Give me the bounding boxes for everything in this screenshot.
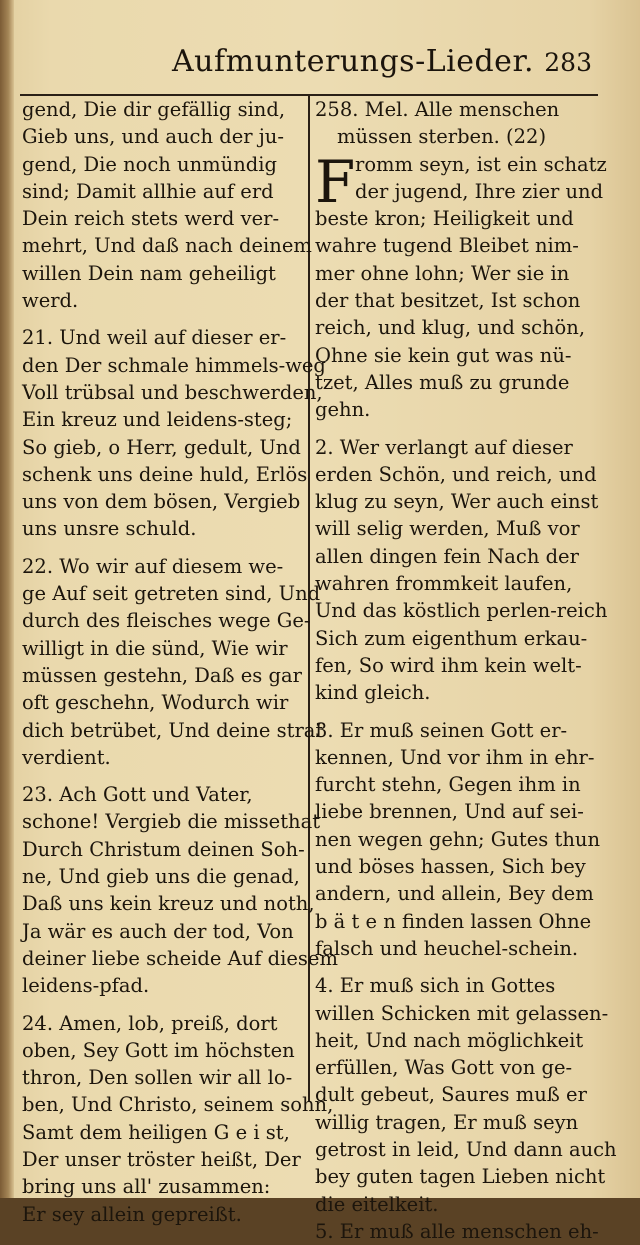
text-line: kennen, Und vor ihm in ehr- xyxy=(315,745,595,769)
text-line: kind gleich. xyxy=(315,681,431,705)
text-line: ne, Und gieb uns die genad, xyxy=(22,865,300,889)
text-line: gehn. xyxy=(315,398,371,422)
right-column xyxy=(315,96,617,1245)
text-line: Voll trübsal und beschwerden, xyxy=(22,380,323,404)
text-line: liebe brennen, Und auf sei- xyxy=(315,800,584,824)
running-header xyxy=(22,40,592,90)
text-line: gend, Die dir gefällig sind, xyxy=(22,98,286,121)
text-line: Er sey allein gepreißt. xyxy=(22,1202,242,1226)
text-line: bring uns all' zusammen: xyxy=(22,1175,271,1199)
text-line: 2. Wer verlangt auf dieser xyxy=(315,435,573,459)
text-line: mer ohne lohn; Wer sie in xyxy=(315,261,570,285)
text-line: Ohne sie kein gut was nü- xyxy=(315,343,572,367)
text-line: schone! Vergieb die missethat xyxy=(22,810,321,834)
drop-cap: F xyxy=(315,147,356,216)
text-line: Samt dem heiligen G e i st, xyxy=(22,1120,290,1144)
text-line: tzet, Alles muß zu grunde xyxy=(315,370,570,394)
text-line: reich, und klug, und schön, xyxy=(315,316,586,340)
text-line: nen wegen gehn; Gutes thun xyxy=(315,827,601,851)
text-line: Der unser tröster heißt, Der xyxy=(22,1147,301,1171)
text-line: uns von dem bösen, Vergieb xyxy=(22,490,301,514)
text-line: leidens-pfad. xyxy=(22,974,150,998)
text-line: die eitelkeit. xyxy=(315,1192,439,1216)
text-line: 3. Er muß seinen Gott er- xyxy=(315,718,568,742)
text-line: und böses hassen, Sich bey xyxy=(315,855,586,879)
text-line: allen dingen fein Nach der xyxy=(315,544,579,568)
text-line: dich betrübet, Und deine straf xyxy=(22,718,323,742)
verse-22 xyxy=(22,553,323,771)
text-line: Ja wär es auch der tod, Von xyxy=(22,919,294,943)
text-line: mehrt, Und daß nach deinem xyxy=(22,234,312,258)
text-line: wahren frommkeit laufen, xyxy=(315,572,573,596)
text-line: müssen gestehn, Daß es gar xyxy=(22,663,302,687)
text-line: Daß uns kein kreuz und noth, xyxy=(22,892,315,916)
text-line: ben, Und Christo, seinem sohn, xyxy=(22,1093,334,1117)
text-line: 22. Wo wir auf diesem we- xyxy=(22,554,284,578)
text-line: thron, Den sollen wir all lo- xyxy=(22,1066,293,1090)
text-line: der that besitzet, Ist schon xyxy=(315,289,581,313)
hymn-heading xyxy=(315,96,595,151)
drop-cap-block xyxy=(315,147,607,216)
text-line: willigt in die sünd, Wie wir xyxy=(22,636,288,660)
text-line: Durch Christum deinen Soh- xyxy=(22,837,305,861)
hymn-heading-line: müssen sterben. (22) xyxy=(337,125,547,149)
text-line: dult gebeut, Saures muß er xyxy=(315,1083,587,1107)
text-line: Ein kreuz und leidens-steg; xyxy=(22,408,293,432)
text-line: will selig werden, Muß vor xyxy=(315,517,580,541)
text-line: Sich zum eigenthum erkau- xyxy=(315,626,588,650)
text-line: durch des fleisches wege Ge- xyxy=(22,609,311,633)
text-line: wahre tugend Bleibet nim- xyxy=(315,234,579,258)
left-column xyxy=(22,96,338,1228)
text-line: 23. Ach Gott und Vater, xyxy=(22,783,253,807)
text-line: andern, und allein, Bey dem xyxy=(315,882,594,906)
verse-23 xyxy=(22,781,338,999)
page-binding-shadow xyxy=(0,0,14,1198)
text-line: fen, So wird ihm kein welt- xyxy=(315,653,582,677)
text-line: der jugend, Ihre zier und xyxy=(355,179,604,203)
text-line: b ä t e n finden lassen Ohne xyxy=(315,909,592,933)
text-line: Dein reich stets werd ver- xyxy=(22,207,280,231)
text-line: 24. Amen, lob, preiß, dort xyxy=(22,1011,278,1035)
verse-24 xyxy=(22,1010,334,1228)
text-line: werd. xyxy=(22,289,79,313)
text-line: getrost in leid, Und dann auch xyxy=(315,1137,617,1161)
text-line: 5. Er muß alle menschen eh- xyxy=(315,1219,599,1243)
text-line: schenk uns deine huld, Erlös xyxy=(22,462,308,486)
verse-5 xyxy=(315,1218,599,1245)
verse-4 xyxy=(315,972,617,1218)
text-line: willen Schicken mit gelassen- xyxy=(315,1001,609,1025)
text-line: 21. Und weil auf dieser er- xyxy=(22,326,287,350)
text-line: Gieb uns, und auch der ju- xyxy=(22,125,284,149)
text-line: willen Dein nam geheiligt xyxy=(22,261,276,285)
text-line: erden Schön, und reich, und xyxy=(315,462,597,486)
verse-21 xyxy=(22,324,326,542)
verse-continuation xyxy=(22,96,312,314)
text-line: klug zu seyn, Wer auch einst xyxy=(315,490,599,514)
text-line: den Der schmale himmels-weg xyxy=(22,353,326,377)
text-line: 4. Er muß sich in Gottes xyxy=(315,974,556,998)
hymn-heading-line: 258. Mel. Alle menschen xyxy=(315,98,560,121)
text-line: oft geschehn, Wodurch wir xyxy=(22,691,289,715)
text-line: ge Auf seit getreten sind, Und xyxy=(22,582,321,606)
text-line: deiner liebe scheide Auf diesem xyxy=(22,946,338,970)
text-line: verdient. xyxy=(22,745,111,769)
text-line: romm seyn, ist ein schatz xyxy=(355,152,607,176)
text-line: furcht stehn, Gegen ihm in xyxy=(315,773,581,797)
text-line: So gieb, o Herr, gedult, Und xyxy=(22,435,301,459)
text-line: oben, Sey Gott im höchsten xyxy=(22,1038,295,1062)
text-line: sind; Damit allhie auf erd xyxy=(22,179,274,203)
text-line: erfüllen, Was Gott von ge- xyxy=(315,1056,573,1080)
running-title: Aufmunterungs-Lieder. xyxy=(172,44,535,79)
text-line: uns unsre schuld. xyxy=(22,517,197,541)
verse-2 xyxy=(315,434,608,707)
text-line: bey guten tagen Lieben nicht xyxy=(315,1165,606,1189)
text-line: willig tragen, Er muß seyn xyxy=(315,1110,579,1134)
verse-1 xyxy=(315,147,607,424)
text-line: Und das köstlich perlen-reich xyxy=(315,599,608,623)
text-line: beste kron; Heiligkeit und xyxy=(315,207,574,231)
page-number: 283 xyxy=(544,48,592,77)
text-line: gend, Die noch unmündig xyxy=(22,152,277,176)
text-line: heit, Und nach möglichkeit xyxy=(315,1028,584,1052)
text-line: falsch und heuchel-schein. xyxy=(315,936,579,960)
verse-3 xyxy=(315,717,601,963)
